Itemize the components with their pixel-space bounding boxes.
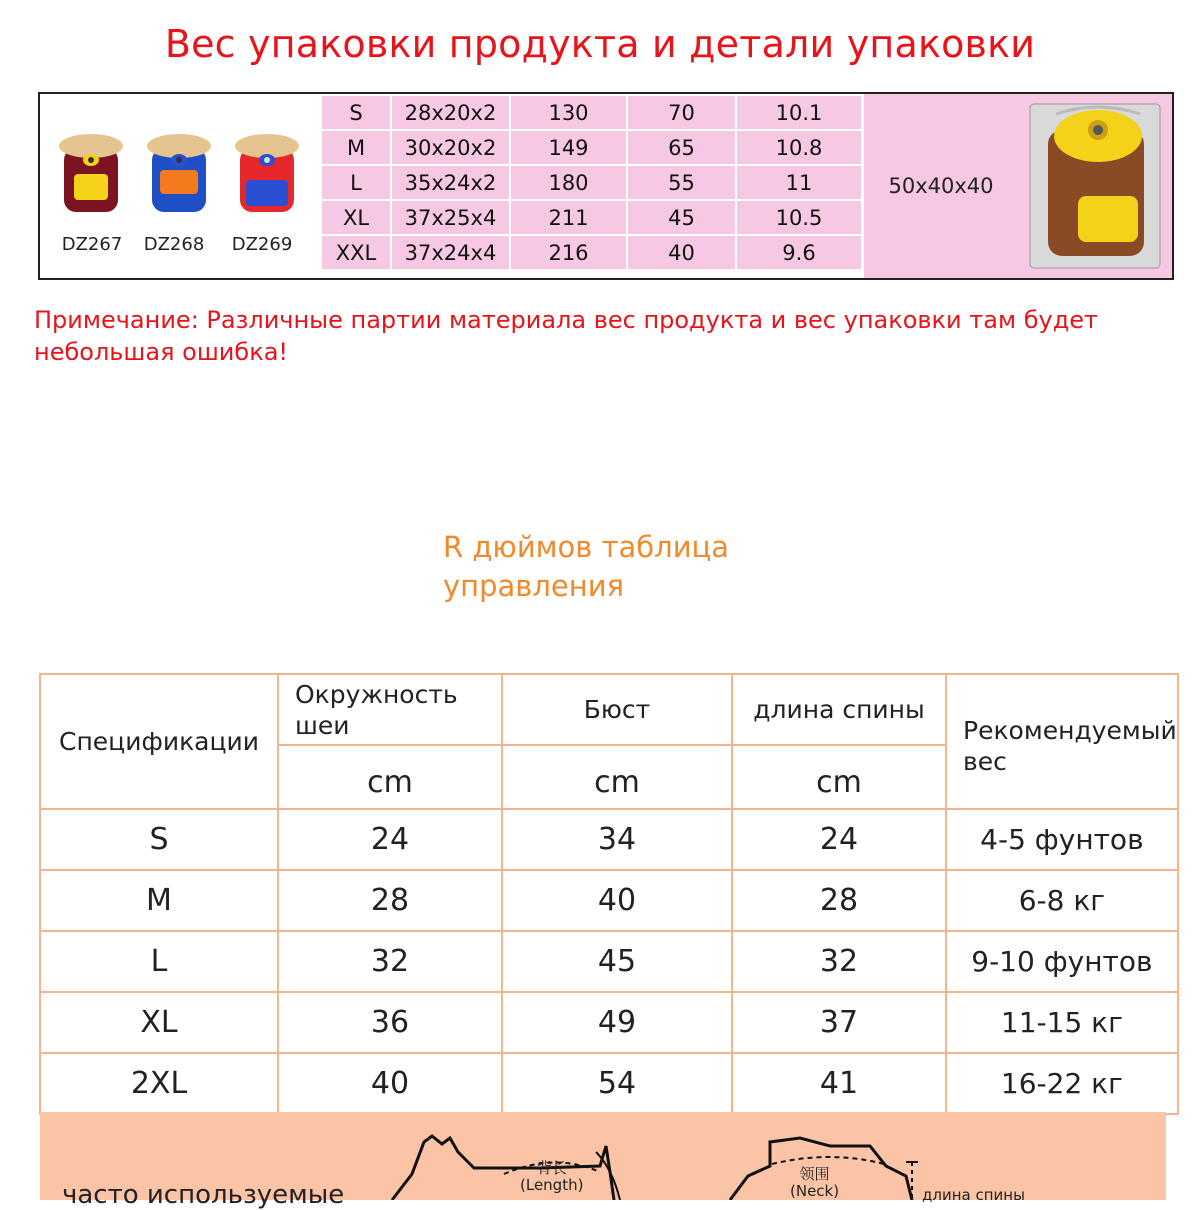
back-value: 28 <box>732 870 946 931</box>
back-length-annotation: длина спины <box>922 1186 1025 1204</box>
size-row-xl <box>40 992 1178 1053</box>
packaged-coat-image <box>1026 100 1164 272</box>
size-label: 2XL <box>40 1053 278 1114</box>
pkg-cell: 37x24x4 <box>391 235 510 270</box>
packaging-row-xxl <box>321 235 862 270</box>
product-image-dz269 <box>232 130 302 222</box>
pkg-cell: XXL <box>321 235 391 270</box>
product-code-dz269: DZ269 <box>231 234 293 255</box>
pkg-cell: 130 <box>510 95 627 130</box>
size-chart-title: R дюймов таблица управления <box>443 530 730 603</box>
pkg-cell: 37x25x4 <box>391 200 510 235</box>
size-label: M <box>40 870 278 931</box>
length-en-label: (Length) <box>520 1176 584 1194</box>
neck-annotation <box>790 1166 839 1200</box>
bust-value: 34 <box>502 809 732 870</box>
neck-value: 28 <box>278 870 502 931</box>
weight-value: 16-22 кг <box>946 1053 1178 1114</box>
size-row-m <box>40 870 1178 931</box>
unit-neck: cm <box>278 745 502 809</box>
pkg-cell: 35x24x2 <box>391 165 510 200</box>
common-sizes-label: часто используемые <box>62 1180 345 1210</box>
weight-value: 9-10 фунтов <box>946 931 1178 992</box>
weight-value: 11-15 кг <box>946 992 1178 1053</box>
neck-value: 40 <box>278 1053 502 1114</box>
neck-value: 24 <box>278 809 502 870</box>
pkg-cell: 30x20x2 <box>391 130 510 165</box>
header-bust: Бюст <box>502 674 732 745</box>
size-row-2xl <box>40 1053 1178 1114</box>
length-annotation <box>520 1160 583 1194</box>
pkg-cell: M <box>321 130 391 165</box>
pkg-cell: 211 <box>510 200 627 235</box>
pkg-cell: L <box>321 165 391 200</box>
product-images <box>40 94 320 278</box>
product-code-dz267: DZ267 <box>61 234 123 255</box>
neck-cn-label: 领围 <box>799 1165 830 1183</box>
unit-bust: cm <box>502 745 732 809</box>
header-specifications: Спецификации <box>40 674 278 809</box>
pkg-cell: S <box>321 95 391 130</box>
packaging-size-table <box>320 94 863 271</box>
size-chart-table <box>39 673 1179 1115</box>
product-code-dz268: DZ268 <box>143 234 205 255</box>
packaged-product-photo <box>1018 94 1172 278</box>
packaging-row-s <box>321 95 862 130</box>
header-neck: Окружность шеи <box>278 674 502 745</box>
packaging-row-xl <box>321 200 862 235</box>
packaging-row-l <box>321 165 862 200</box>
pkg-cell: 9.6 <box>736 235 862 270</box>
size-label: XL <box>40 992 278 1053</box>
packaging-table-frame <box>38 92 1174 280</box>
packaging-title: Вес упаковки продукта и детали упаковки <box>164 22 1036 66</box>
length-cn-label: 背长 <box>536 1159 567 1177</box>
box-size-cell: 50x40x40 <box>862 94 1018 278</box>
neck-value: 36 <box>278 992 502 1053</box>
size-label: S <box>40 809 278 870</box>
bust-value: 49 <box>502 992 732 1053</box>
pkg-cell: 11 <box>736 165 862 200</box>
product-image-dz267 <box>56 130 126 222</box>
back-value: 41 <box>732 1053 946 1114</box>
weight-value: 4-5 фунтов <box>946 809 1178 870</box>
neck-value: 32 <box>278 931 502 992</box>
pkg-cell: 10.1 <box>736 95 862 130</box>
unit-back: cm <box>732 745 946 809</box>
size-row-l <box>40 931 1178 992</box>
size-row-s <box>40 809 1178 870</box>
packaging-row-m <box>321 130 862 165</box>
bust-value: 54 <box>502 1053 732 1114</box>
pkg-cell: 70 <box>627 95 736 130</box>
pkg-cell: 180 <box>510 165 627 200</box>
bust-value: 40 <box>502 870 732 931</box>
weight-note: Примечание: Различные партии материала вес продукта и вес упаковки там будет небольшая ошибка! <box>34 306 1099 366</box>
pkg-cell: 149 <box>510 130 627 165</box>
header-recommended-weight: Рекомендуемый вес <box>946 674 1178 809</box>
size-label: L <box>40 931 278 992</box>
back-value: 32 <box>732 931 946 992</box>
size-header-row <box>40 674 1178 745</box>
pkg-cell: 45 <box>627 200 736 235</box>
pkg-cell: 55 <box>627 165 736 200</box>
pkg-cell: 216 <box>510 235 627 270</box>
back-value: 24 <box>732 809 946 870</box>
pkg-cell: 28x20x2 <box>391 95 510 130</box>
pkg-cell: 10.5 <box>736 200 862 235</box>
pkg-cell: XL <box>321 200 391 235</box>
bust-value: 45 <box>502 931 732 992</box>
header-back-length: длина спины <box>732 674 946 745</box>
pkg-cell: 10.8 <box>736 130 862 165</box>
weight-value: 6-8 кг <box>946 870 1178 931</box>
product-image-dz268 <box>144 130 214 222</box>
back-value: 37 <box>732 992 946 1053</box>
pkg-cell: 40 <box>627 235 736 270</box>
neck-en-label: (Neck) <box>790 1182 840 1200</box>
pkg-cell: 65 <box>627 130 736 165</box>
